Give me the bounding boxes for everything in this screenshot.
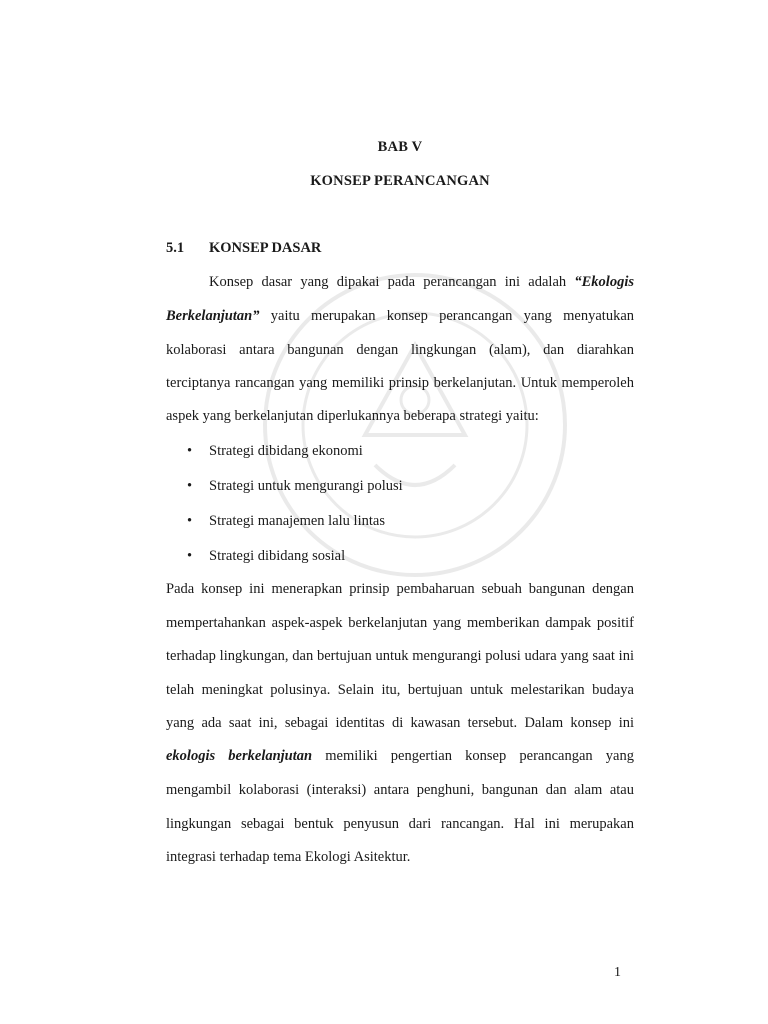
list-item	[187, 477, 403, 495]
text-span: yaitu merupakan konsep perancangan yang menyatukan	[270, 308, 635, 324]
paragraph-line: mempertahankan aspek-aspek berkelanjutan yang memberikan dampak positif	[166, 615, 634, 631]
list-item-text: Strategi manajemen lalu lintas	[209, 513, 385, 529]
list-item-text: Strategi dibidang ekonomi	[209, 443, 363, 459]
bullet-icon: •	[187, 513, 193, 529]
paragraph-line	[166, 747, 634, 765]
chapter-title: KONSEP PERANCANGAN	[310, 173, 490, 189]
section-heading	[166, 240, 321, 257]
paragraph-line	[209, 273, 634, 291]
paragraph-line: telah meningkat polusinya. Selain itu, bertujuan untuk melestarikan budaya	[166, 682, 634, 698]
paragraph-line: yang ada saat ini, sebagai identitas di kawasan tersebut. Dalam konsep ini	[166, 715, 634, 731]
list-item	[187, 547, 345, 565]
list-item-text: Strategi dibidang sosial	[209, 548, 346, 564]
paragraph-line: aspek yang berkelanjutan diperlukannya beberapa strategi yaitu:	[166, 408, 539, 424]
paragraph-line: integrasi terhadap tema Ekologi Asitektur.	[166, 849, 411, 865]
paragraph-line: mengambil kolaborasi (interaksi) antara penghuni, bangunan dan alam atau	[166, 782, 634, 798]
text-span: memiliki pengertian konsep perancangan yang	[325, 748, 634, 764]
paragraph-line: kolaborasi antara bangunan dengan lingkungan (alam), dan diarahkan	[166, 342, 634, 358]
bullet-icon: •	[187, 478, 193, 494]
bullet-icon: •	[187, 548, 193, 564]
emphasis-text: Berkelanjutan”	[166, 308, 260, 324]
emphasis-text: ekologis berkelanjutan	[166, 748, 313, 764]
paragraph-line: lingkungan sebagai bentuk penyusun dari rancangan. Hal ini merupakan	[166, 816, 634, 832]
page-number: 1	[614, 965, 621, 980]
section-number: 5.1	[166, 240, 185, 256]
section-title: KONSEP DASAR	[209, 240, 322, 256]
chapter-number: BAB V	[377, 139, 423, 155]
emphasis-text: “Ekologis	[574, 274, 635, 290]
paragraph-line	[166, 307, 634, 325]
bullet-icon: •	[187, 443, 193, 459]
list-item	[187, 512, 385, 530]
list-item	[187, 442, 363, 460]
list-item-text: Strategi untuk mengurangi polusi	[209, 478, 403, 494]
text-span: Konsep dasar yang dipakai pada perancangan ini adalah	[209, 274, 567, 290]
paragraph-line: Pada konsep ini menerapkan prinsip pembaharuan sebuah bangunan dengan	[166, 581, 634, 597]
paragraph-line: terhadap lingkungan, dan bertujuan untuk mengurangi polusi udara yang saat ini	[166, 648, 634, 664]
paragraph-line: terciptanya rancangan yang memiliki prinsip berkelanjutan. Untuk memperoleh	[166, 375, 634, 391]
